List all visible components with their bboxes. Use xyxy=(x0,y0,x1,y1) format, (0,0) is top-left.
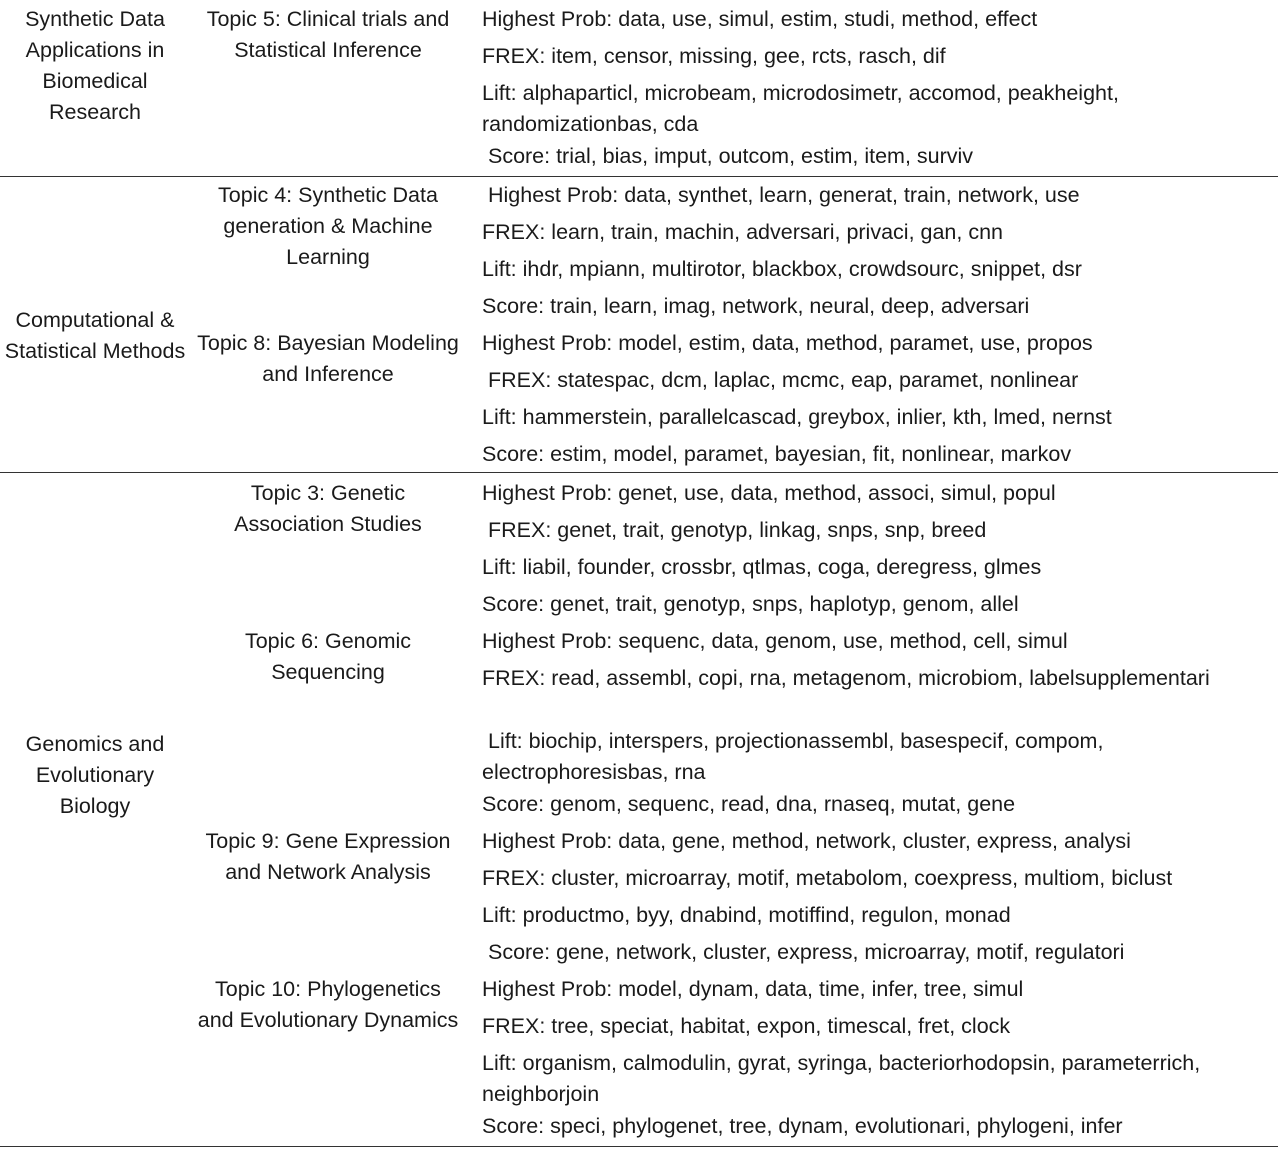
term-line: FREX: statespac, dcm, laplac, mcmc, eap, paramet, nonlinear xyxy=(482,368,1079,392)
term-line: Score: trial, bias, imput, outcom, estim, item, surviv xyxy=(482,144,974,168)
term-line: FREX: genet, trait, genotyp, linkag, snps, snp, breed xyxy=(482,518,987,542)
term-line: Lift: hammerstein, parallelcascad, greybox, inlier, kth, lmed, nernst xyxy=(482,405,1112,429)
term-line: Lift: liabil, founder, crossbr, qtlmas, coga, deregress, glmes xyxy=(482,555,1042,579)
group-label: Synthetic Data Applications in Biomedical Research xyxy=(25,7,165,124)
term-line: FREX: tree, speciat, habitat, expon, timescal, fret, clock xyxy=(482,1014,1011,1038)
topic-label: Topic 9: Gene Expression and Network Analysis xyxy=(205,829,451,884)
group-label: Genomics and Evolutionary Biology xyxy=(25,732,165,818)
topic-label: Topic 5: Clinical trials and Statistical Inference xyxy=(206,7,450,62)
term-line: Lift: biochip, interspers, projectionassembl, basespecif, compom, electrophoresisbas, rna xyxy=(482,729,1110,784)
term-line: FREX: item, censor, missing, gee, rcts, rasch, dif xyxy=(482,44,946,68)
table-bottom-rule xyxy=(0,1146,1278,1147)
topic-label: Topic 6: Genomic Sequencing xyxy=(244,629,412,684)
term-line: Highest Prob: sequenc, data, genom, use, method, cell, simul xyxy=(482,629,1068,653)
term-line: Score: estim, model, paramet, bayesian, fit, nonlinear, markov xyxy=(482,442,1072,466)
topic-label: Topic 10: Phylogenetics and Evolutionary Dynamics xyxy=(197,977,459,1032)
group-label-cell xyxy=(0,729,190,822)
term-line: Score: speci, phylogenet, tree, dynam, evolutionari, phylogeni, infer xyxy=(482,1114,1123,1138)
term-line: Score: genom, sequenc, read, dna, rnaseq, mutat, gene xyxy=(482,792,1016,816)
term-line: Score: gene, network, cluster, express, microarray, motif, regulatori xyxy=(482,940,1125,964)
term-line: Lift: organism, calmodulin, gyrat, syringa, bacteriorhodopsin, parameterrich, neighborjoin xyxy=(482,1051,1201,1106)
term-line: Score: genet, trait, genotyp, snps, haplotyp, genom, allel xyxy=(482,592,1019,616)
group-label: Computational & Statistical Methods xyxy=(4,308,186,363)
group-divider xyxy=(0,472,1278,473)
term-line: FREX: cluster, microarray, motif, metabolom, coexpress, multiom, biclust xyxy=(482,866,1173,890)
term-line: Lift: alphaparticl, microbeam, microdosimetr, accomod, peakheight, randomizationbas, cda xyxy=(482,81,1119,136)
topic-label: Topic 8: Bayesian Modeling and Inference xyxy=(197,331,459,386)
term-line: Highest Prob: model, estim, data, method, paramet, use, propos xyxy=(482,331,1093,355)
topic-label: Topic 4: Synthetic Data generation & Machine Learning xyxy=(218,183,438,269)
group-label-cell xyxy=(0,4,190,128)
term-line: Highest Prob: data, synthet, learn, generat, train, network, use xyxy=(482,183,1080,207)
term-line: Highest Prob: model, dynam, data, time, infer, tree, simul xyxy=(482,977,1024,1001)
group-divider xyxy=(0,176,1278,177)
group-label-cell xyxy=(0,274,190,398)
term-line: FREX: learn, train, machin, adversari, privaci, gan, cnn xyxy=(482,220,1003,244)
term-line: Highest Prob: genet, use, data, method, associ, simul, popul xyxy=(482,481,1056,505)
term-line: Highest Prob: data, use, simul, estim, studi, method, effect xyxy=(482,7,1038,31)
term-line: Lift: productmo, byy, dnabind, motiffind, regulon, monad xyxy=(482,903,1011,927)
topic-label: Topic 3: Genetic Association Studies xyxy=(234,481,422,536)
term-line: Score: train, learn, imag, network, neural, deep, adversari xyxy=(482,294,1030,318)
term-line: Highest Prob: data, gene, method, network, cluster, express, analysi xyxy=(482,829,1131,853)
term-line: Lift: ihdr, mpiann, multirotor, blackbox, crowdsourc, snippet, dsr xyxy=(482,257,1082,281)
term-line: FREX: read, assembl, copi, rna, metagenom, microbiom, labelsupplementari xyxy=(482,666,1210,690)
